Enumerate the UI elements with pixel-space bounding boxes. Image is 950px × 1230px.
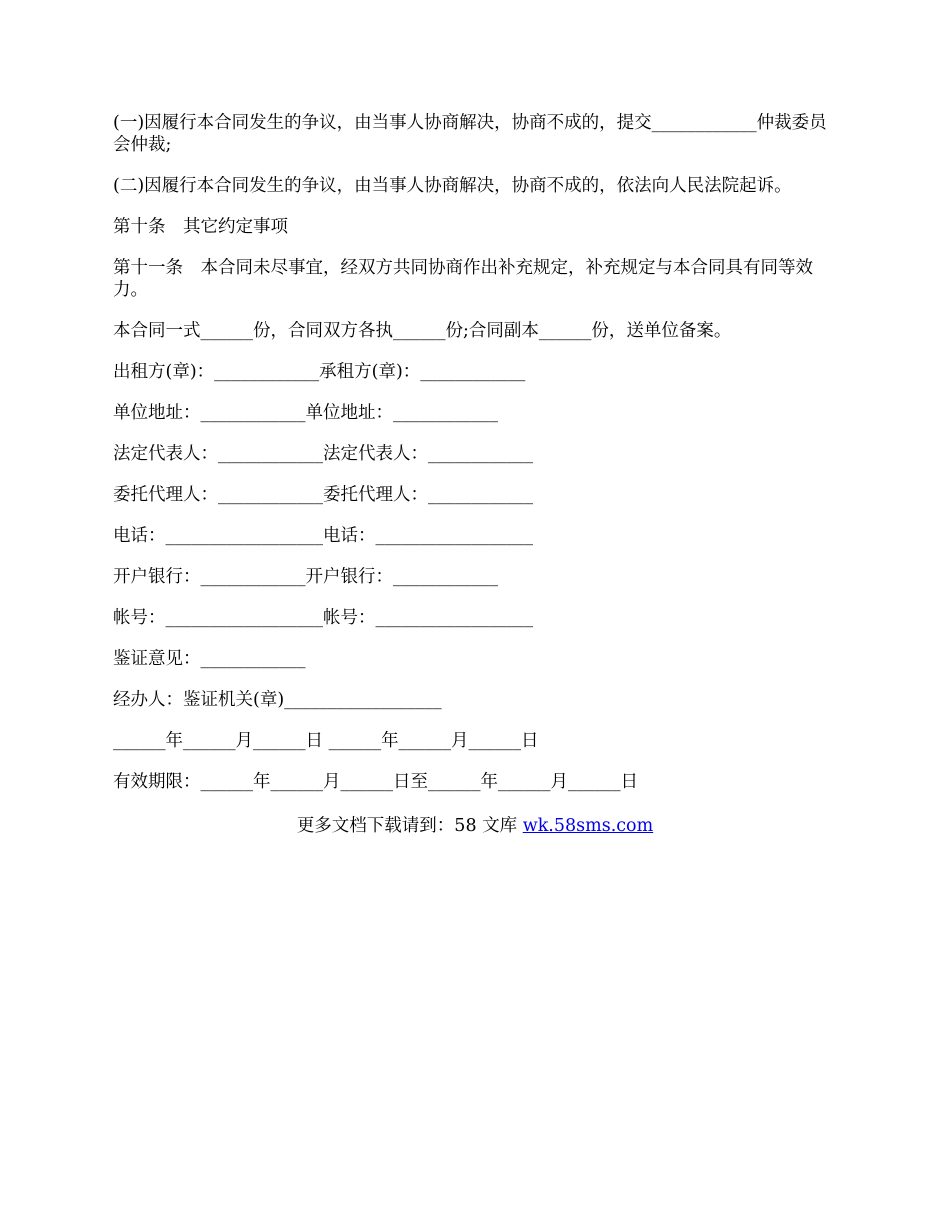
signature-legal-representative: 法定代表人：____________法定代表人：____________	[113, 444, 533, 464]
article-10-heading: 第十条 其它约定事项	[113, 217, 288, 237]
clause-dispute-court: (二)因履行本合同发生的争议，由当事人协商解决，协商不成的，依法向人民法院起诉。	[113, 176, 792, 196]
clause-dispute-arbitration: (一)因履行本合同发生的争议，由当事人协商解决，协商不成的，提交____________仲裁委员会仲裁;	[113, 113, 827, 155]
signature-phone: 电话：__________________电话：__________________	[113, 526, 533, 546]
footer-prefix: 更多文档下载请到：58 文库	[296, 816, 523, 836]
signature-account: 帐号：__________________帐号：__________________	[113, 608, 533, 628]
signature-agent: 委托代理人：____________委托代理人：____________	[113, 485, 533, 505]
footer-link[interactable]: wk.58sms.com	[522, 816, 654, 836]
signing-dates: ______年______月______日 ______年______月______日	[113, 731, 539, 751]
validity-period: 有效期限：______年______月______日至______年______月______日	[113, 772, 638, 792]
attestation-opinion: 鉴证意见：____________	[113, 649, 306, 669]
download-footer	[0, 815, 950, 837]
attestation-handler: 经办人：鉴证机关(章)__________________	[113, 690, 442, 710]
signature-address: 单位地址：____________单位地址：____________	[113, 403, 498, 423]
copies-clause: 本合同一式______份，合同双方各执______份;合同副本______份，送单位备案。	[113, 321, 732, 341]
signature-bank: 开户银行：____________开户银行：____________	[113, 567, 498, 587]
document-body	[113, 112, 843, 812]
article-11-text: 第十一条 本合同未尽事宜，经双方共同协商作出补充规定，补充规定与本合同具有同等效力。	[113, 258, 813, 300]
signature-lessor-lessee: 出租方(章)：____________承租方(章)：____________	[113, 362, 526, 382]
